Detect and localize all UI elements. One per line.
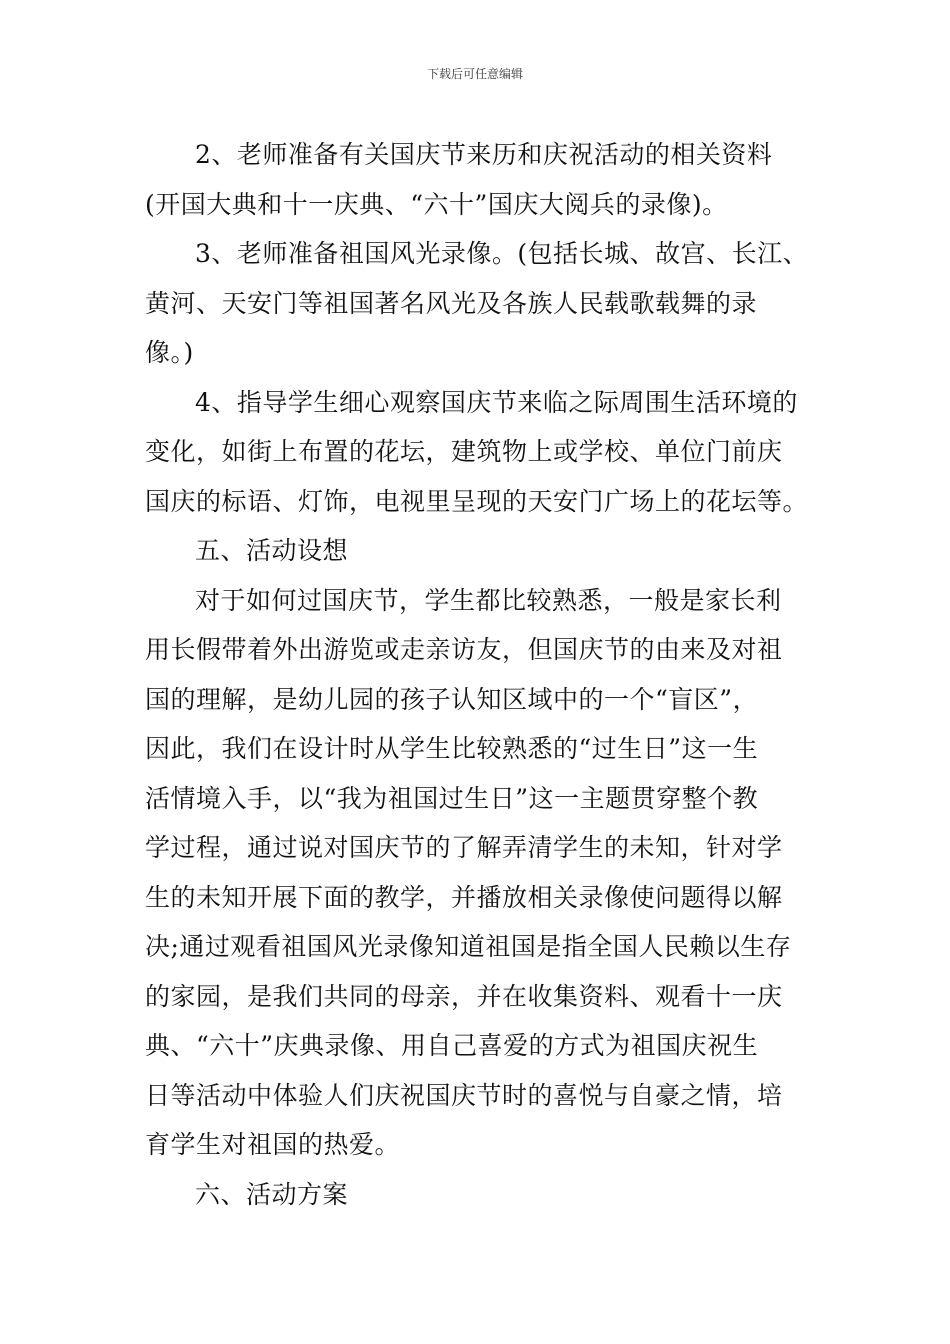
- page-header: 下载后可任意编辑: [426, 67, 523, 81]
- paragraph-line: 像。): [145, 338, 194, 367]
- paragraph-line: 国庆的标语、灯饰，电视里呈现的天安门广场上的花坛等。: [145, 486, 809, 516]
- paragraph-line: 典、“六十”庆典录像、用自己喜爱的方式为祖国庆祝生: [145, 1031, 759, 1060]
- paragraph-line: 变化，如街上布置的花坛，建筑物上或学校、单位门前庆: [145, 437, 783, 466]
- paragraph-line: 用长假带着外出游览或走亲访友，但国庆节的由来及对祖: [145, 635, 783, 664]
- section-heading: 六、活动方案: [195, 1179, 349, 1209]
- document-body: [145, 130, 825, 1219]
- paragraph-line: 对于如何过国庆节，学生都比较熟悉，一般是家长利: [195, 585, 782, 615]
- paragraph-line: 国的理解，是幼儿园的孩子认知区域中的一个“盲区”，: [145, 684, 759, 714]
- paragraph-line: (开国大典和十一庆典、“六十”国庆大阅兵的录像)。: [145, 189, 728, 219]
- paragraph-line: 因此，我们在设计时从学生比较熟悉的“过生日”这一生: [145, 734, 759, 763]
- paragraph-line: 育学生对祖国的热爱。: [145, 1130, 401, 1159]
- paragraph-line: 黄河、天安门等祖国著名风光及各族人民载歌载舞的录: [145, 288, 758, 318]
- paragraph-line: 活情境入手，以“我为祖国过生日”这一主题贯穿整个教: [145, 783, 759, 813]
- paragraph-line: 4、指导学生细心观察国庆节来临之际周围生活环境的: [195, 387, 798, 417]
- paragraph-line: 决;通过观看祖国风光录像知道祖国是指全国人民赖以生存: [145, 932, 792, 961]
- paragraph-line: 学过程，通过说对国庆节的了解弄清学生的未知，针对学: [145, 833, 783, 862]
- paragraph-line: 的家园，是我们共同的母亲，并在收集资料、观看十一庆: [145, 981, 783, 1011]
- paragraph-line: 3、老师准备祖国风光录像。(包括长城、故宫、长江、: [195, 239, 809, 268]
- section-heading: 五、活动设想: [195, 536, 349, 565]
- paragraph-line: 生的未知开展下面的教学，并播放相关录像使问题得以解: [145, 882, 783, 912]
- paragraph-line: 2、老师准备有关国庆节来历和庆祝活动的相关资料: [195, 140, 773, 169]
- paragraph-line: 日等活动中体验人们庆祝国庆节时的喜悦与自豪之情，培: [145, 1080, 783, 1110]
